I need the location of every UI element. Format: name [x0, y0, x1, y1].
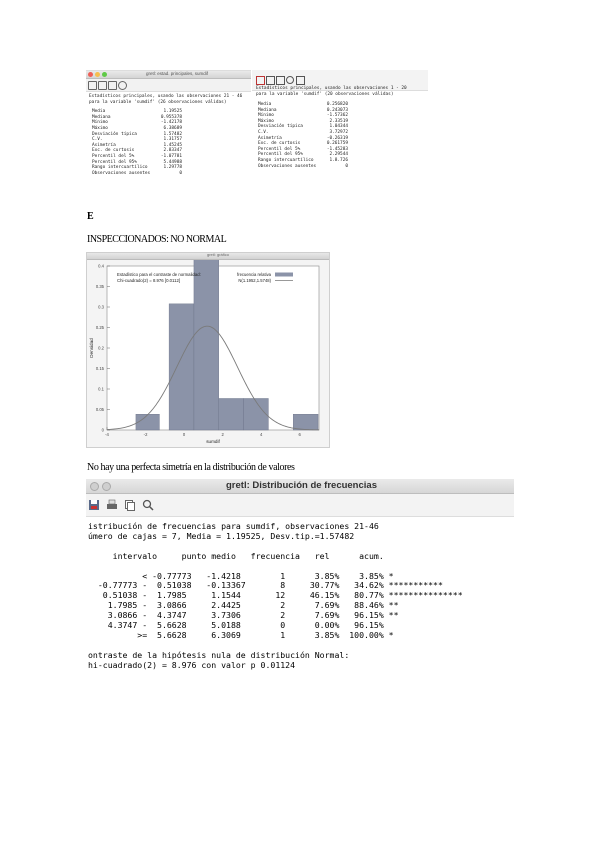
x-tick-label: 0: [182, 432, 186, 437]
minimize-button[interactable]: [102, 482, 111, 491]
stats-table: [258, 102, 348, 169]
frequency-row: -0.77773 - 0.51038 -0.13367 8 30.77% 34.62% ***********: [88, 580, 443, 591]
title-bar: [86, 479, 514, 494]
histogram-bar: [136, 414, 160, 430]
stat-value: 1.04344: [329, 124, 348, 130]
stat-name: Media: [92, 109, 106, 115]
stat-value: 1.57482: [163, 131, 182, 137]
stat-value: 1.19525: [163, 109, 182, 115]
toolbar: [86, 79, 251, 92]
stats-row: [258, 164, 348, 170]
y-tick-label: 0.25: [95, 325, 104, 331]
normality-test-value: Chi-cuadrado(2) = 8.976 [0.0112]: [117, 278, 181, 283]
stat-name: Mínimo: [92, 120, 108, 126]
print-icon[interactable]: [266, 76, 275, 85]
search-icon[interactable]: [286, 76, 294, 84]
summary-stats-window-2: [252, 70, 428, 176]
stats-table: [86, 105, 251, 176]
legend-label-frequency: frecuencia relativa: [237, 272, 271, 277]
histogram-chart: [87, 260, 329, 448]
close-button[interactable]: [90, 482, 99, 491]
y-tick-label: 0.1: [98, 386, 104, 392]
histogram-window: [86, 252, 330, 448]
stat-value: 1.45245: [163, 142, 182, 148]
histogram-bar: [194, 260, 219, 430]
stat-name: Mediana: [258, 107, 277, 113]
caption: No hay una perfecta simetría en la distribución de valores: [87, 462, 295, 473]
stat-name: Mediana: [92, 114, 111, 120]
stat-name: Percentil del 95%: [92, 159, 137, 165]
edit-icon[interactable]: [296, 76, 305, 85]
frequency-row: >= 5.6628 6.3069 1 3.85% 100.00% *: [88, 629, 394, 640]
stat-name: Percentil del 5%: [92, 153, 135, 159]
stat-value: 2.33519: [329, 118, 348, 124]
frequency-row: 3.0866 - 4.3747 3.7306 2 7.69% 96.15% **: [88, 610, 399, 621]
stat-value: -1.07781: [160, 153, 182, 159]
test-line-1: ontraste de la hipótesis nula de distribución Normal:: [88, 649, 350, 660]
x-tick-label: 2: [221, 432, 224, 437]
stat-name: Máximo: [92, 125, 108, 131]
stat-value: 1.29778: [163, 165, 182, 171]
window-title: gretl: Distribución de frecuencias: [226, 480, 377, 491]
stat-value: 0: [179, 170, 182, 176]
histogram-bar: [244, 398, 269, 430]
close-button[interactable]: [88, 72, 93, 77]
save-icon[interactable]: [88, 81, 97, 90]
stat-name: Percentil del 5%: [258, 146, 301, 152]
stat-value: 3.72972: [329, 129, 348, 135]
histogram-bar: [169, 304, 194, 430]
column-header: intervalo punto medio frecuencia rel acum.: [88, 550, 384, 561]
stat-name: Rango intercuartílico: [92, 165, 148, 171]
test-line-2: hi-cuadrado(2) = 8.976 con valor p 0.01124: [88, 659, 296, 670]
stat-value: 2.83347: [163, 148, 182, 154]
frequency-table: [88, 572, 463, 641]
title-bar: [87, 253, 329, 260]
frequency-row: 0.51038 - 1.7985 1.1544 12 46.15% 80.77% ***************: [88, 590, 463, 601]
y-tick-label: 0.2: [98, 345, 104, 351]
stat-name: C.V.: [258, 129, 269, 135]
stat-name: Desviación típica: [92, 131, 137, 137]
frequency-row: 4.3747 - 5.6628 5.0188 0 0.00% 96.15%: [88, 620, 384, 631]
copy-icon[interactable]: [108, 81, 117, 90]
x-tick-label: -4: [105, 432, 109, 437]
stat-name: C.V.: [92, 137, 103, 143]
save-icon[interactable]: [88, 499, 100, 511]
zoom-button[interactable]: [102, 72, 107, 77]
histogram-bar: [219, 398, 244, 430]
stat-value: 1.8.726: [329, 157, 348, 163]
stat-name: Observaciones ausentes: [258, 163, 317, 169]
print-icon[interactable]: [98, 81, 107, 90]
stat-name: Exc. de curtosis: [92, 148, 135, 154]
stat-name: Mínimo: [258, 113, 274, 119]
stat-name: Asimetría: [92, 142, 116, 148]
stat-value: 2.29544: [329, 152, 348, 158]
copy-icon[interactable]: [276, 76, 285, 85]
print-icon[interactable]: [106, 499, 118, 511]
stat-name: Observaciones ausentes: [92, 170, 151, 176]
x-axis-label: sumdif: [206, 439, 220, 444]
stat-name: Rango intercuartílico: [258, 157, 314, 163]
legend-label-normal: N(1.1952,1.5748): [238, 278, 271, 283]
stat-value: -1.45283: [326, 146, 348, 152]
x-tick-label: 4: [260, 432, 263, 437]
frequency-distribution-window: [86, 479, 514, 670]
stat-value: 0.256820: [326, 102, 348, 107]
stat-value: 6.38689: [163, 125, 182, 131]
summary-stats-window-1: [86, 70, 251, 177]
copy-icon[interactable]: [124, 499, 136, 511]
stat-value: 1.31757: [163, 137, 182, 143]
stat-name: Percentil del 95%: [258, 152, 303, 158]
stat-name: Media: [258, 102, 272, 107]
y-tick-label: 0.4: [98, 263, 104, 269]
y-tick-label: 0: [101, 427, 104, 433]
stat-value: -1.57362: [326, 113, 348, 119]
stat-name: Exc. de curtosis: [258, 141, 301, 147]
y-tick-label: 0.05: [95, 407, 104, 413]
window-title: gretl: estad. principales, sumdif: [146, 71, 209, 76]
title-bar: [86, 71, 251, 79]
y-tick-label: 0.35: [95, 284, 104, 290]
window-title: gretl: gráfico: [207, 252, 230, 257]
stat-value: 0: [345, 163, 348, 169]
legend-swatch-frequency: [275, 273, 293, 277]
search-icon[interactable]: [142, 499, 154, 511]
histogram-bar: [293, 414, 318, 430]
y-tick-label: 0.3: [98, 304, 104, 310]
stat-value: -0.26319: [326, 135, 348, 141]
report-line-2: úmero de cajas = 7, Media = 1.19525, Desv.tip.=1.57482: [88, 530, 355, 541]
y-tick-label: 0.15: [95, 366, 104, 372]
normality-test-label: Estadístico para el contraste de normalidad:: [117, 272, 201, 277]
frequency-report: [88, 522, 463, 671]
stats-row: [92, 171, 251, 177]
minimize-button[interactable]: [95, 72, 100, 77]
stat-name: Desviación típica: [258, 124, 303, 130]
stat-name: Máximo: [258, 118, 274, 124]
stat-value: 5.44988: [163, 159, 182, 165]
y-axis-label: Densidad: [89, 338, 94, 358]
report-line-1: istribución de frecuencias para sumdif, observaciones 21-46: [88, 521, 379, 531]
save-icon[interactable]: [256, 76, 265, 85]
search-icon[interactable]: [118, 81, 127, 90]
toolbar: [86, 494, 514, 517]
stat-name: Asimetría: [258, 135, 282, 141]
frequency-row: 1.7985 - 3.0866 2.4425 2 7.69% 88.46% **: [88, 600, 399, 611]
stats-header: Estadísticos principales, usando las observaciones 21 - 46 para la variable 'sumdif' (26 observaciones válidas): [89, 94, 243, 105]
x-tick-label: 6: [298, 432, 301, 437]
stats-header: Estadísticos principales, usando las observaciones 1 - 20 para la variable 'sumdif' (20 observaciones válidas): [256, 86, 407, 97]
stat-value: 0.955378: [160, 114, 182, 120]
section-letter: E: [87, 211, 94, 222]
frequency-row: < -0.77773 -1.4218 1 3.85% 3.85% *: [88, 570, 394, 581]
stat-value: -1.42178: [160, 120, 182, 126]
x-tick-label: -2: [143, 432, 148, 437]
stat-value: 0.261759: [326, 141, 348, 147]
section-heading: INSPECCIONADOS: NO NORMAL: [87, 234, 227, 245]
stat-value: 0.243073: [326, 107, 348, 113]
